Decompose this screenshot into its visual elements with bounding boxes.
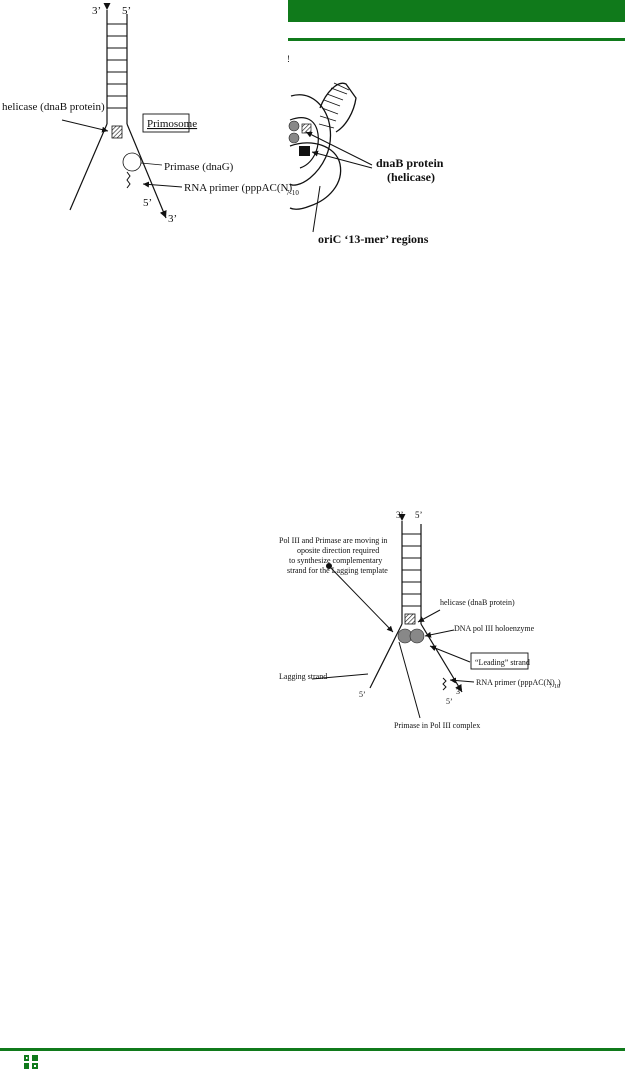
figure-dnab-oric — [287, 54, 444, 246]
fig1-end-3-top: 3’ — [92, 5, 102, 17]
fig3-rna-primer-subscript: 7-10 — [549, 684, 560, 690]
fig1-end-5-bottom: 5’ — [143, 197, 153, 209]
fig1-primosome-label: Primosome — [147, 118, 198, 130]
fig2-helicase-label: (helicase) — [387, 170, 435, 184]
duplex-rungs — [402, 534, 421, 606]
fig3-note-line-2: oposite direction required — [297, 546, 380, 555]
figure-primosome — [2, 5, 299, 225]
fig1-primase-label: Primase (dnaG) — [164, 161, 234, 173]
fig3-rna-primer-label: RNA primer (pppAC(N) — [476, 678, 555, 687]
protein-sphere — [289, 121, 299, 131]
figure-replication-fork — [279, 510, 561, 730]
fig1-helicase-label: helicase (dnaB protein) — [2, 101, 105, 113]
fig3-note-line-4: strand for the Lagging template — [287, 566, 388, 575]
fig3-rna-primer-close: ) — [558, 678, 561, 687]
fig2-dnab-label: dnaB protein — [376, 156, 444, 170]
rna-primer-squiggle — [127, 172, 130, 188]
fig2-edge-mark: ! — [287, 54, 290, 64]
publisher-logo-icon — [22, 1054, 40, 1070]
fig3-primase-complex-label: Primase in Pol III complex — [394, 721, 481, 730]
fig3-leading-label: “Leading” strand — [475, 658, 530, 667]
fig1-end-5-top: 5’ — [122, 5, 132, 17]
fig1-rna-primer-label: RNA primer (pppAC(N) — [184, 182, 293, 194]
fig3-note-line-3: to synthesize complementary — [289, 556, 383, 565]
dnab-black-square — [299, 146, 310, 156]
protein-sphere — [289, 133, 299, 143]
fig1-rna-primer-subscript: 7-10 — [286, 189, 299, 197]
primase-circle — [123, 153, 141, 171]
coil-stripes — [319, 83, 349, 128]
fig3-end-3-top: 3’ — [396, 510, 404, 520]
fig3-helicase-label: helicase (dnaB protein) — [440, 598, 515, 607]
fig2-oric-label: oriC ‘13-mer’ regions — [318, 232, 429, 246]
fig3-end-3-right: 3’ — [456, 687, 463, 696]
helicase-hatched-box — [112, 126, 122, 138]
fig3-end-5-top: 5’ — [415, 510, 423, 520]
footer-green-rule — [0, 1048, 625, 1051]
fig1-end-3-bottom: 3’ — [168, 213, 178, 225]
pol3-sphere-right — [410, 629, 424, 643]
fig3-end-5-left: 5’ — [359, 690, 366, 699]
duplex-rungs — [107, 24, 127, 108]
fig3-note-line-1: Pol III and Primase are moving in — [279, 536, 388, 545]
fig3-polIII-label: DNA pol III holoenzyme — [454, 624, 535, 633]
fig3-end-5-right: 5’ — [446, 697, 453, 706]
fig3-lagging-label: Lagging strand — [279, 672, 328, 681]
